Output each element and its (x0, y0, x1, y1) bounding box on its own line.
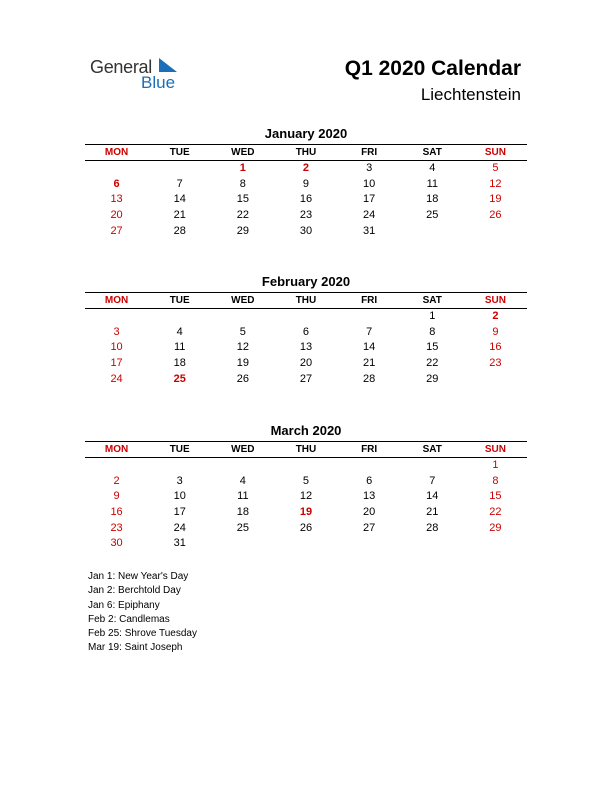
weekday-sat: SAT (422, 147, 442, 158)
day-cell: 15 (489, 490, 502, 503)
day-cell: 16 (299, 193, 313, 206)
month-title: February 2020 (261, 274, 351, 289)
day-cell: 26 (489, 209, 502, 222)
logo (90, 57, 200, 93)
day-cell: 23 (489, 357, 502, 370)
weekday-tue: TUE (169, 295, 190, 306)
day-cell: 19 (489, 193, 502, 206)
day-cell: 9 (492, 325, 499, 338)
empty-day-cell (85, 161, 148, 177)
logo-general-text: General (90, 57, 152, 77)
day-cell: 22 (426, 357, 439, 370)
day-cell: 1 (492, 459, 499, 471)
weekday-tue: TUE (169, 147, 190, 158)
empty-day-cell (464, 224, 527, 240)
logo-blue-text: Blue (141, 73, 176, 92)
empty-day-cell (85, 309, 148, 325)
day-grid (85, 161, 527, 239)
day-cell: 8 (492, 474, 499, 487)
weekday-header-row (85, 144, 527, 161)
day-cell: 15 (426, 341, 439, 354)
day-cell: 18 (426, 193, 439, 206)
day-cell: 24 (110, 372, 123, 385)
empty-day-cell (338, 309, 401, 325)
weekday-tue: TUE (169, 444, 190, 455)
day-grid (85, 309, 527, 387)
day-cell: 21 (363, 357, 376, 370)
day-cell: 26 (299, 521, 313, 534)
day-cell: 1 (429, 310, 436, 322)
day-cell: 15 (236, 193, 249, 206)
day-cell: 24 (363, 209, 376, 222)
day-cell: 3 (176, 474, 183, 487)
weekday-thu: THU (295, 444, 317, 455)
weekday-mon: MON (104, 295, 129, 306)
day-cell: 21 (426, 506, 439, 519)
day-cell: 17 (363, 193, 376, 206)
day-cell: 13 (363, 490, 376, 503)
day-cell: 9 (113, 490, 120, 503)
day-cell: 16 (489, 341, 502, 354)
day-cell: 2 (302, 162, 310, 174)
holiday-item: Feb 2: Candlemas (88, 613, 170, 625)
day-cell: 7 (429, 474, 436, 487)
weekday-fri: FRI (361, 147, 378, 158)
day-cell: 29 (489, 521, 502, 534)
holiday-item: Jan 2: Berchtold Day (88, 585, 181, 597)
day-cell: 31 (363, 224, 376, 237)
weekday-sat: SAT (422, 295, 442, 306)
day-cell: 30 (299, 224, 313, 237)
day-cell: 19 (299, 506, 313, 519)
day-cell: 24 (173, 521, 186, 534)
page-subtitle: Liechtenstein (420, 85, 521, 104)
day-cell: 25 (236, 521, 249, 534)
empty-day-cell (211, 458, 274, 474)
day-cell: 27 (110, 224, 123, 237)
day-cell: 23 (299, 209, 313, 222)
weekday-sat: SAT (422, 444, 442, 455)
day-cell: 28 (426, 521, 439, 534)
month-title: January 2020 (264, 126, 348, 141)
empty-day-cell (148, 309, 211, 325)
weekday-sun: SUN (484, 295, 506, 306)
day-cell: 12 (489, 177, 502, 190)
day-cell: 14 (426, 490, 439, 503)
day-cell: 20 (110, 209, 123, 222)
month-february (85, 273, 527, 387)
day-cell: 11 (237, 490, 249, 503)
logo-flag-icon (159, 58, 179, 74)
day-cell: 5 (239, 325, 246, 338)
day-cell: 20 (363, 506, 376, 519)
weekday-fri: FRI (361, 295, 378, 306)
holiday-item: Jan 6: Epiphany (88, 599, 160, 611)
day-cell: 7 (176, 177, 183, 190)
day-cell: 19 (236, 357, 249, 370)
day-cell: 27 (363, 521, 376, 534)
empty-day-cell (274, 309, 337, 325)
month-march (85, 422, 527, 552)
empty-day-cell (464, 536, 527, 552)
day-cell: 17 (110, 357, 123, 370)
day-cell: 7 (366, 325, 373, 338)
day-cell: 1 (239, 162, 246, 174)
weekday-fri: FRI (361, 444, 378, 455)
day-cell: 6 (366, 474, 373, 487)
day-cell: 18 (236, 506, 249, 519)
day-cell: 27 (299, 372, 313, 385)
month-title: March 2020 (270, 423, 342, 438)
day-cell: 11 (174, 341, 186, 354)
day-cell: 13 (299, 341, 313, 354)
day-cell: 6 (113, 177, 120, 190)
empty-day-cell (148, 161, 211, 177)
day-cell: 9 (302, 177, 310, 190)
day-cell: 3 (113, 325, 120, 338)
weekday-sun: SUN (484, 444, 506, 455)
weekday-mon: MON (104, 444, 129, 455)
day-cell: 11 (426, 177, 438, 190)
empty-day-cell (211, 309, 274, 325)
day-cell: 6 (302, 325, 310, 338)
weekday-sun: SUN (484, 147, 506, 158)
empty-day-cell (211, 536, 274, 552)
empty-day-cell (274, 536, 337, 552)
weekday-thu: THU (295, 147, 317, 158)
weekday-wed: WED (231, 444, 255, 455)
day-cell: 8 (239, 177, 246, 190)
day-cell: 10 (110, 341, 123, 354)
empty-day-cell (401, 458, 464, 474)
page-title: Q1 2020 Calendar (344, 57, 521, 80)
empty-day-cell (274, 458, 337, 474)
weekday-header-row (85, 441, 527, 458)
day-cell: 22 (236, 209, 249, 222)
day-cell: 31 (173, 537, 186, 550)
day-cell: 21 (173, 209, 186, 222)
weekday-wed: WED (231, 147, 255, 158)
day-cell: 23 (110, 521, 123, 534)
holiday-item: Mar 19: Saint Joseph (88, 642, 183, 654)
day-cell: 25 (173, 372, 186, 385)
day-cell: 26 (236, 372, 249, 385)
day-cell: 4 (239, 474, 246, 487)
day-cell: 4 (429, 162, 436, 174)
day-cell: 12 (299, 490, 313, 503)
weekday-header-row (85, 292, 527, 309)
month-january (85, 125, 527, 239)
day-cell: 12 (236, 341, 249, 354)
day-cell: 18 (173, 357, 186, 370)
empty-day-cell (401, 536, 464, 552)
empty-day-cell (401, 224, 464, 240)
day-cell: 5 (302, 474, 310, 487)
holiday-list (88, 570, 197, 656)
day-cell: 10 (173, 490, 186, 503)
day-cell: 13 (110, 193, 123, 206)
day-cell: 28 (363, 372, 376, 385)
empty-day-cell (338, 458, 401, 474)
day-cell: 25 (426, 209, 439, 222)
day-cell: 14 (173, 193, 186, 206)
weekday-wed: WED (231, 295, 255, 306)
day-cell: 29 (236, 224, 249, 237)
day-cell: 30 (110, 537, 123, 550)
day-cell: 16 (110, 506, 123, 519)
day-cell: 8 (429, 325, 436, 338)
empty-day-cell (148, 458, 211, 474)
holiday-item: Jan 1: New Year's Day (88, 571, 189, 582)
day-grid (85, 458, 527, 552)
day-cell: 2 (492, 310, 499, 322)
empty-day-cell (464, 372, 527, 388)
day-cell: 20 (299, 357, 313, 370)
day-cell: 29 (426, 372, 439, 385)
day-cell: 22 (489, 506, 502, 519)
day-cell: 10 (363, 177, 376, 190)
day-cell: 28 (173, 224, 186, 237)
empty-day-cell (85, 458, 148, 474)
weekday-thu: THU (295, 295, 317, 306)
day-cell: 2 (113, 474, 120, 487)
holiday-item: Feb 25: Shrove Tuesday (88, 628, 197, 640)
day-cell: 4 (176, 325, 183, 338)
day-cell: 5 (492, 162, 499, 174)
day-cell: 14 (363, 341, 376, 354)
empty-day-cell (338, 536, 401, 552)
day-cell: 17 (173, 506, 186, 519)
weekday-mon: MON (104, 147, 129, 158)
day-cell: 3 (366, 162, 373, 174)
